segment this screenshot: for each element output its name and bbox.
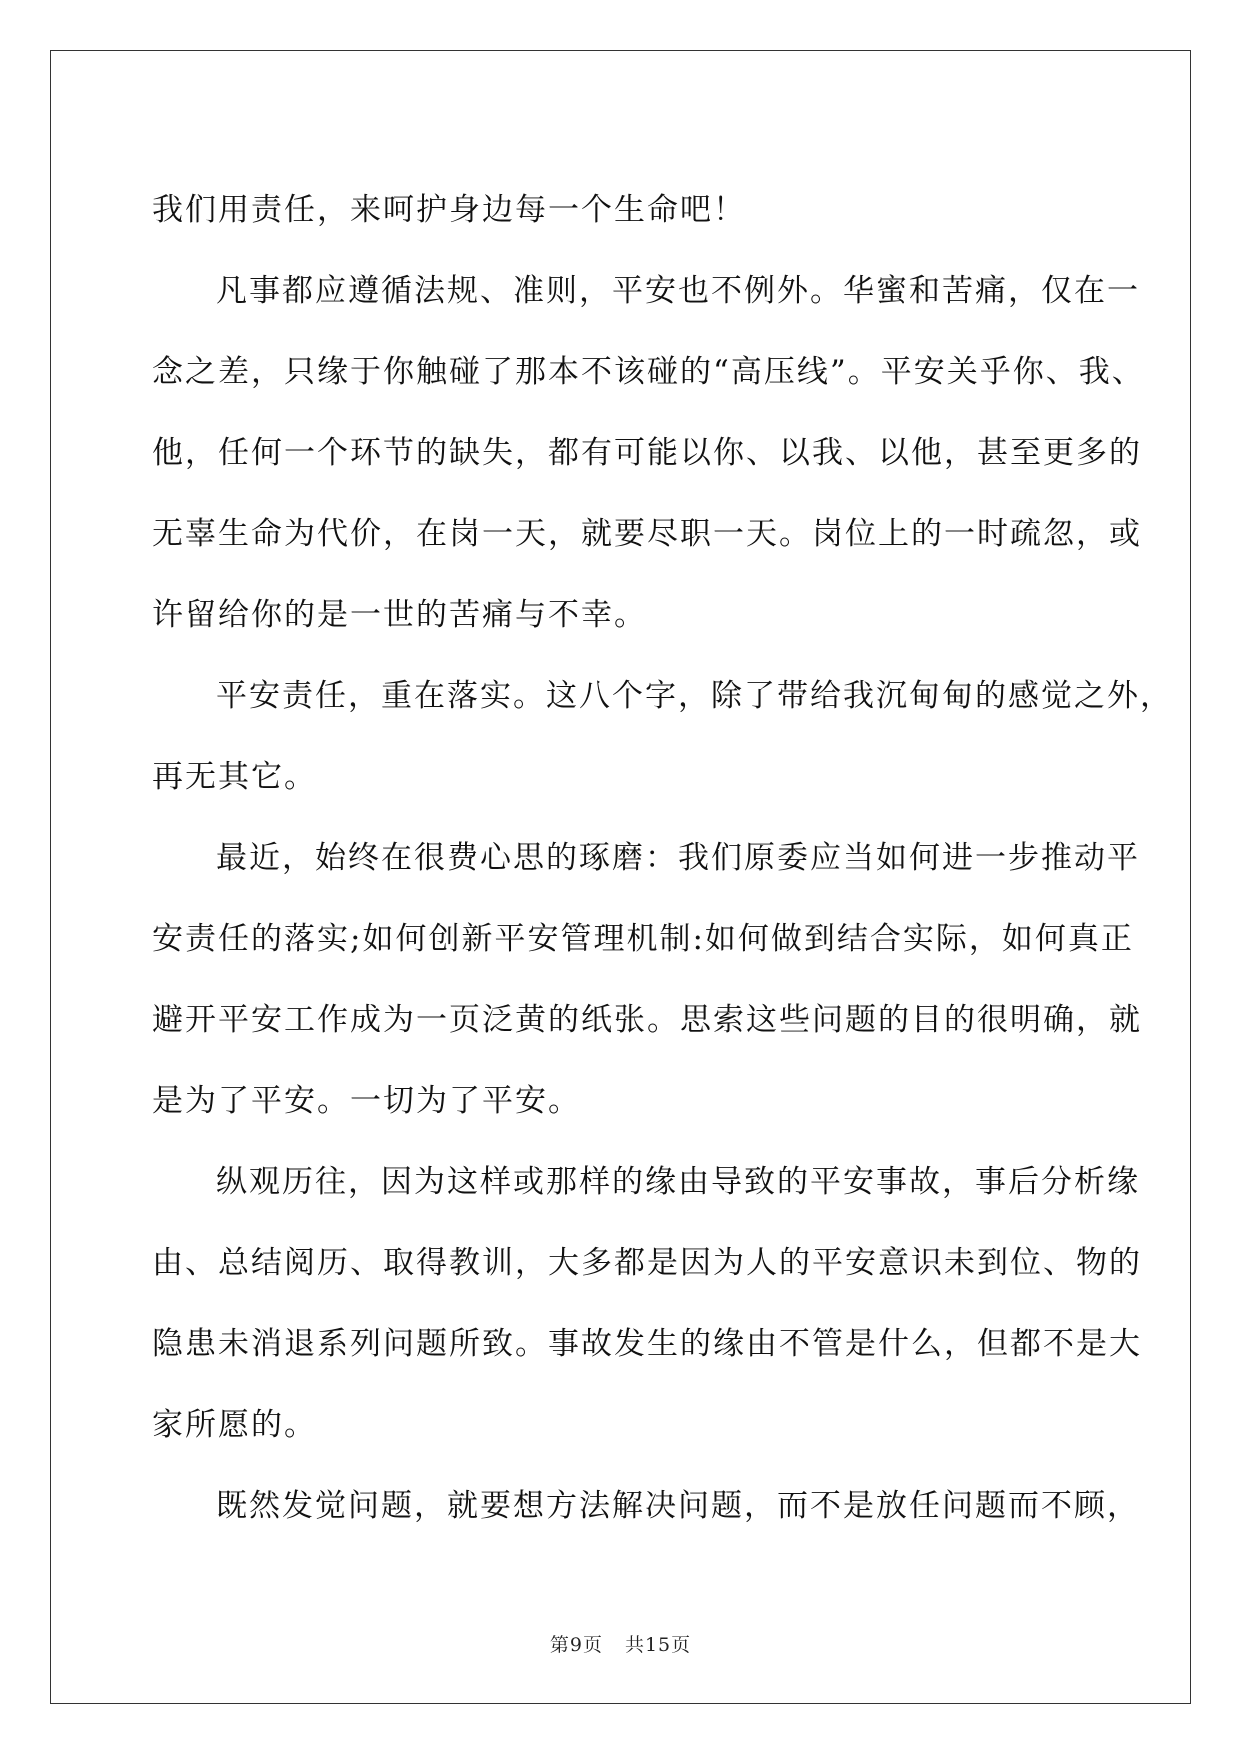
page-total: 共15页	[624, 1634, 692, 1656]
paragraph-line: 是为了平安。一切为了平安。	[152, 1083, 581, 1119]
paragraph-line: 由、总结阅历、取得教训，大多都是因为人的平安意识未到位、物的	[152, 1245, 1142, 1281]
paragraph-line: 纵观历往，因为这样或那样的缘由导致的平安事故，事后分析缘	[216, 1164, 1140, 1200]
page-number: 第9页	[549, 1634, 603, 1656]
paragraph-line: 避开平安工作成为一页泛黄的纸张。思索这些问题的目的很明确，就	[152, 1002, 1142, 1038]
paragraph-line: 隐患未消退系列问题所致。事故发生的缘由不管是什么，但都不是大	[152, 1326, 1142, 1362]
paragraph-line: 最近，始终在很费心思的琢磨：我们原委应当如何进一步推动平	[216, 840, 1140, 876]
paragraph-line: 许留给你的是一世的苦痛与不幸。	[152, 597, 647, 633]
page-footer	[0, 1630, 1241, 1657]
paragraph-line: 家所愿的。	[152, 1407, 317, 1443]
paragraph-line: 既然发觉问题，就要想方法解决问题，而不是放任问题而不顾，	[216, 1488, 1140, 1524]
paragraph-line: 他，任何一个环节的缺失，都有可能以你、以我、以他，甚至更多的	[152, 435, 1142, 471]
paragraph-line: 平安责任，重在落实。这八个字，除了带给我沉甸甸的感觉之外，	[216, 678, 1173, 714]
paragraph-line: 我们用责任，来呵护身边每一个生命吧！	[152, 192, 746, 228]
paragraph-line: 凡事都应遵循法规、准则，平安也不例外。华蜜和苦痛，仅在一	[216, 273, 1140, 309]
paragraph-line: 无辜生命为代价，在岗一天，就要尽职一天。岗位上的一时疏忽，或	[152, 516, 1142, 552]
paragraph-line: 再无其它。	[152, 759, 317, 795]
paragraph-line: 念之差，只缘于你触碰了那本不该碰的“高压线”。平安关乎你、我、	[152, 354, 1145, 390]
document-body	[152, 170, 1173, 1547]
paragraph-line: 安责任的落实;如何创新平安管理机制:如何做到结合实际，如何真正	[152, 921, 1134, 957]
